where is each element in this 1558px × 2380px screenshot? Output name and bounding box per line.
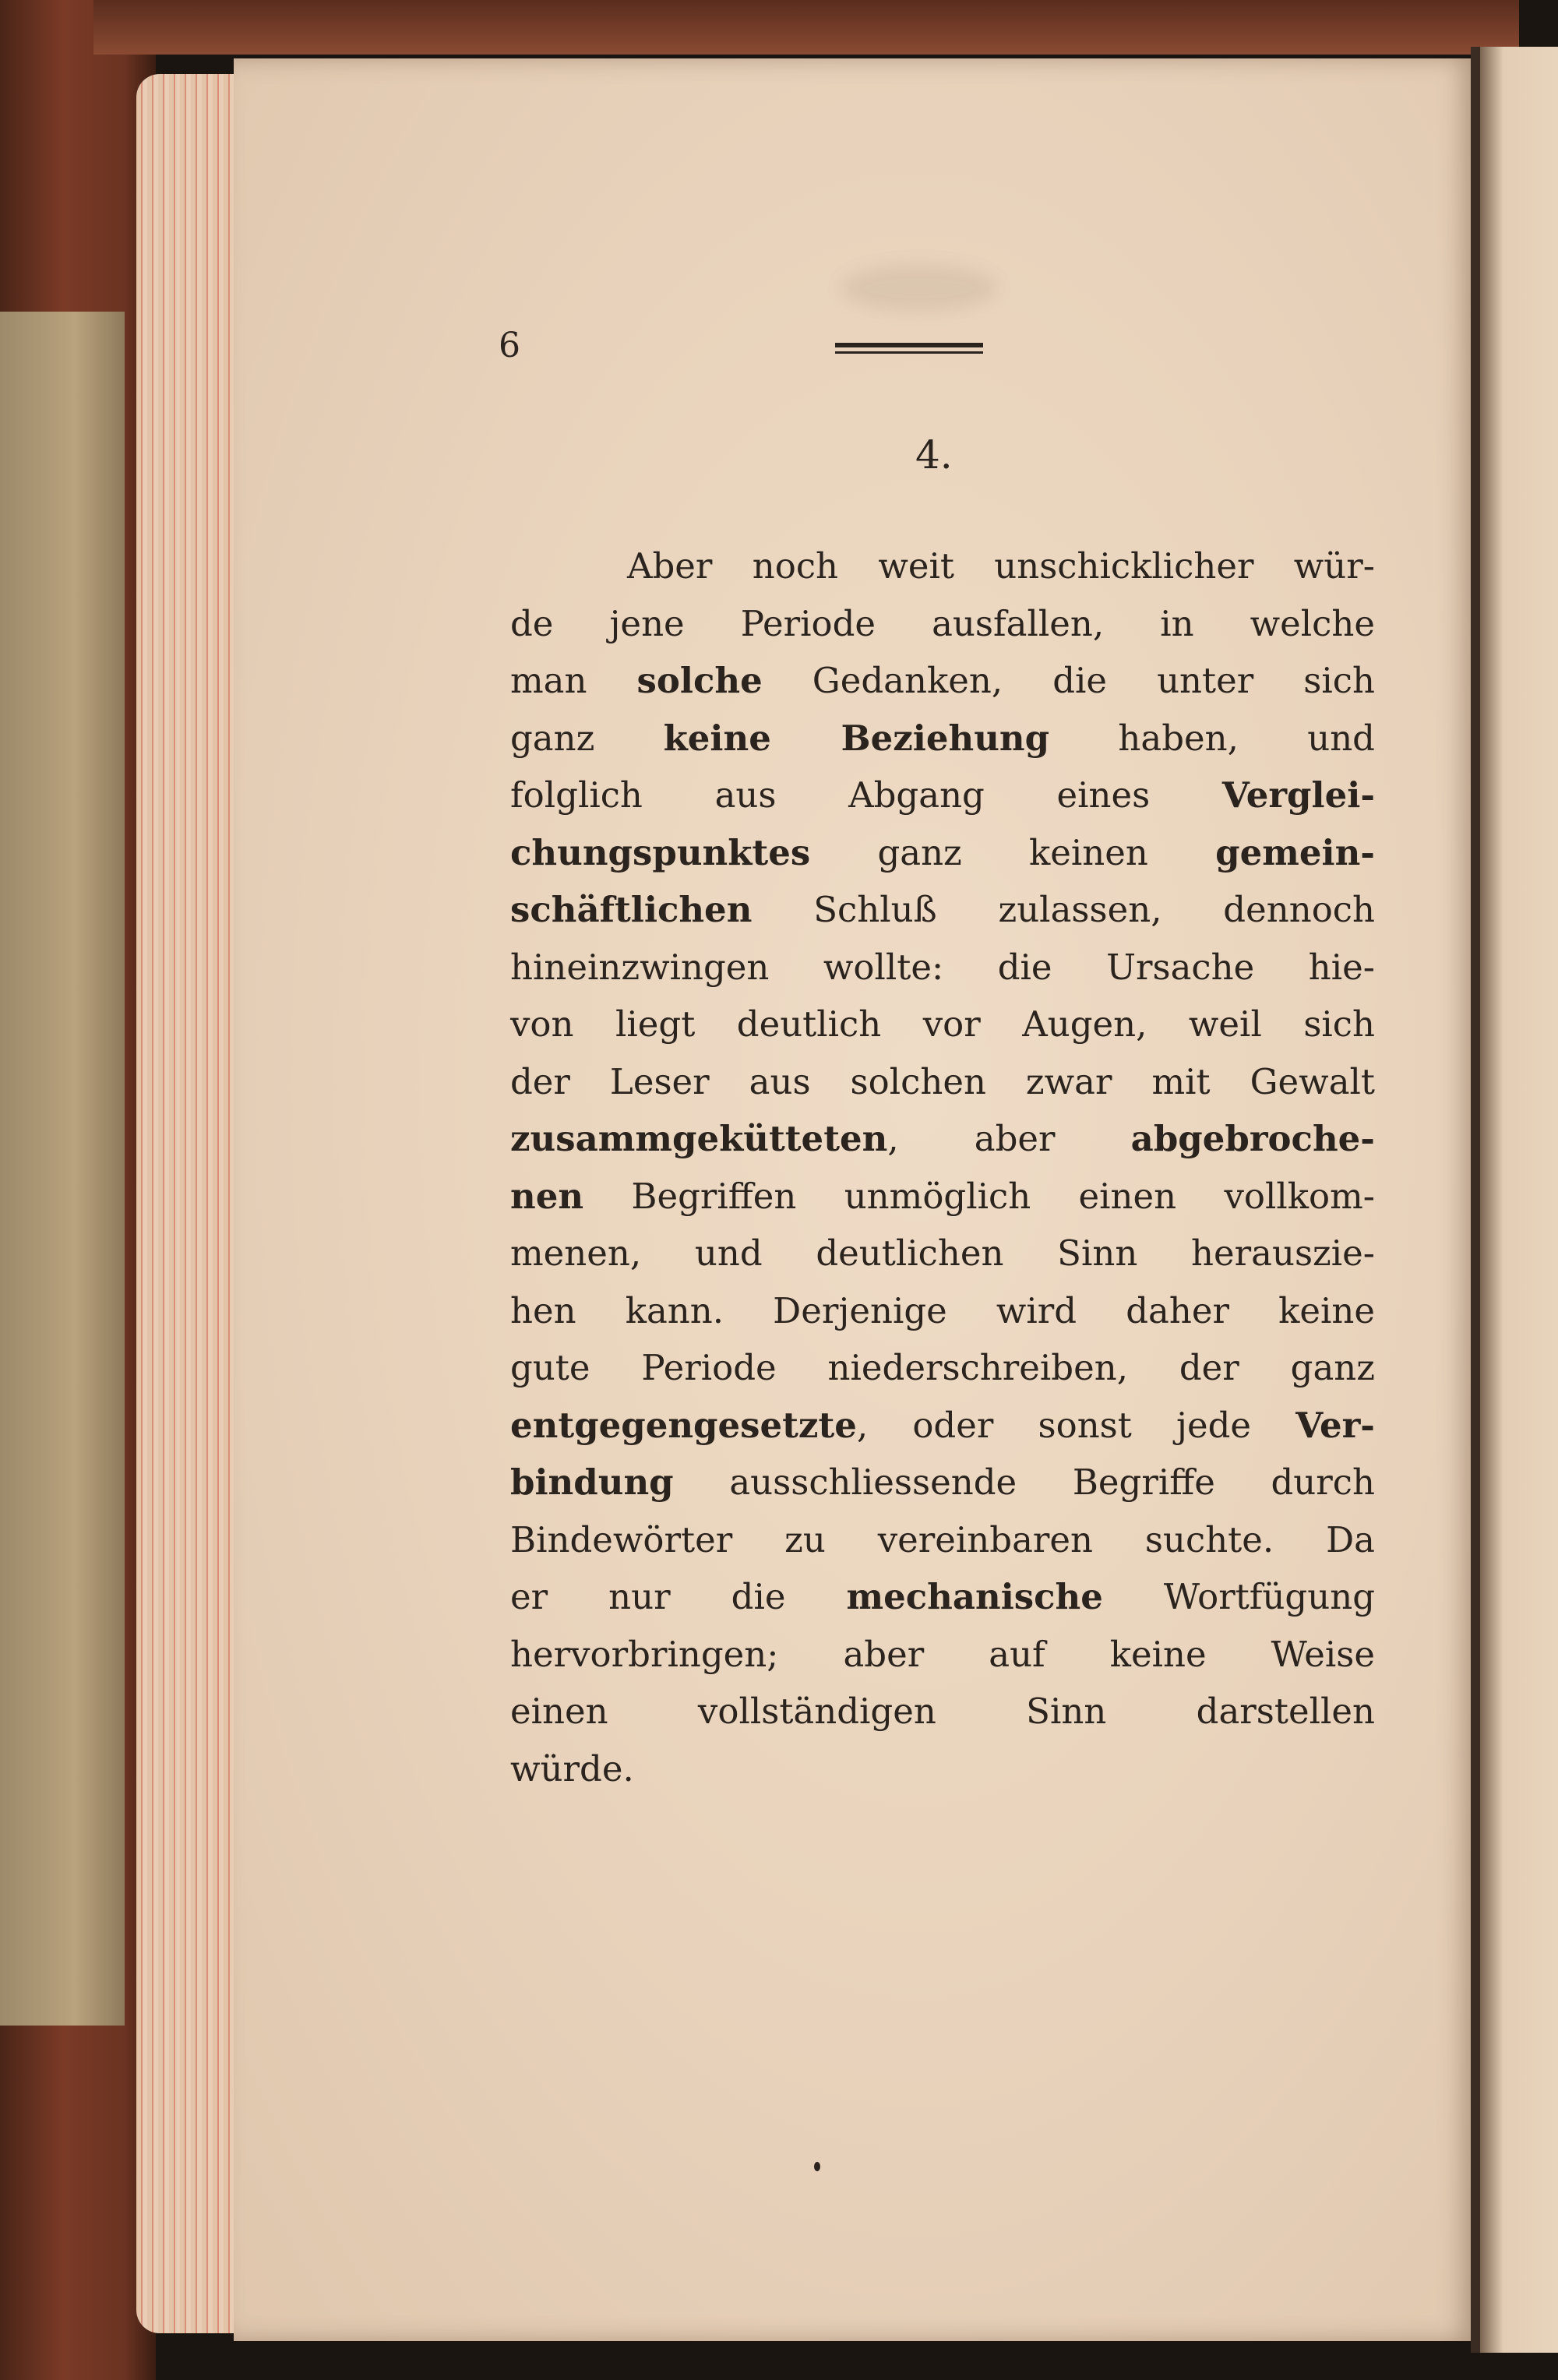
text-line	[510, 1168, 1375, 1225]
text-segment: er nur die	[510, 1576, 847, 1617]
text-segment: einen vollständigen Sinn darstellen	[510, 1691, 1375, 1732]
emphasized-text: gemein-	[1215, 831, 1375, 873]
text-line	[510, 1626, 1375, 1684]
emphasized-text: Verglei-	[1221, 774, 1375, 816]
emphasized-text: chungspunktes	[510, 831, 811, 873]
text-segment: hineinzwingen wollte: die Ursache hie-	[510, 946, 1375, 988]
ink-dot	[814, 2162, 820, 2171]
text-segment: menen, und deutlichen Sinn herauszie-	[510, 1232, 1375, 1274]
text-segment: Schluß zulassen, dennoch	[752, 889, 1375, 930]
text-line	[510, 1053, 1375, 1111]
text-segment: Gedanken, die unter sich	[762, 660, 1375, 701]
text-line	[510, 1282, 1375, 1340]
text-segment: haben, und	[1049, 717, 1375, 759]
emphasized-text: Ver-	[1295, 1404, 1375, 1446]
body-text	[510, 538, 1375, 1797]
text-line	[510, 996, 1375, 1053]
emphasized-text: bindung	[510, 1461, 674, 1503]
text-line	[510, 1110, 1375, 1168]
emphasized-text: schäftlichen	[510, 889, 753, 930]
text-segment: der Leser aus solchen zwar mit Gewalt	[510, 1060, 1375, 1102]
text-line	[510, 767, 1375, 824]
text-segment: , aber	[887, 1118, 1131, 1159]
text-line	[510, 652, 1375, 710]
text-line	[510, 1568, 1375, 1626]
emphasized-text: nen	[510, 1175, 584, 1217]
text-segment: hen kann. Derjenige wird daher keine	[510, 1289, 1375, 1331]
text-segment: , oder sonst jede	[856, 1404, 1296, 1446]
text-line	[510, 824, 1375, 882]
text-segment: Aber noch weit unschicklicher wür-	[627, 545, 1375, 587]
text-line	[510, 595, 1375, 653]
text-line	[510, 939, 1375, 996]
text-line	[510, 1225, 1375, 1282]
emphasized-text: zusammgekütteten	[510, 1118, 888, 1159]
text-segment: ganz	[510, 717, 664, 759]
emphasized-text: abgebroche-	[1130, 1118, 1375, 1159]
text-line	[510, 1454, 1375, 1511]
text-segment: Begriffen unmöglich einen vollkom-	[583, 1175, 1375, 1217]
text-line	[510, 1511, 1375, 1569]
bleed-through-stain	[841, 265, 997, 312]
text-line	[510, 881, 1375, 939]
text-line	[510, 710, 1375, 767]
text-segment: Bindewörter zu vereinbaren suchte. Da	[510, 1518, 1375, 1560]
emphasized-text: entgegengesetzte	[510, 1404, 857, 1446]
text-line	[510, 1740, 1375, 1798]
header-rule	[835, 343, 983, 354]
cover-paper-patch	[0, 312, 125, 2026]
text-line	[510, 538, 1375, 595]
text-line	[510, 1339, 1375, 1397]
text-line	[510, 1683, 1375, 1740]
text-segment: ganz keinen	[810, 831, 1216, 873]
text-segment: man	[510, 660, 637, 701]
text-segment: hervorbringen; aber auf keine Weise	[510, 1633, 1375, 1675]
text-segment: würde.	[510, 1747, 634, 1789]
text-segment: ausschliessende Begriffe durch	[673, 1461, 1375, 1503]
book-cover-top	[93, 0, 1519, 55]
facing-page-edge	[1480, 47, 1558, 2353]
text-segment: de jene Periode ausfallen, in welche	[510, 602, 1375, 644]
text-line	[510, 1397, 1375, 1454]
section-heading: 4.	[915, 432, 953, 478]
page-number: 6	[499, 326, 520, 365]
emphasized-text: mechanische	[846, 1576, 1103, 1617]
text-segment: von liegt deutlich vor Augen, weil sich	[510, 1003, 1375, 1045]
text-segment: gute Periode niederschreiben, der ganz	[510, 1347, 1375, 1388]
text-segment: Wortfügung	[1102, 1576, 1375, 1617]
text-segment: folglich aus Abgang eines	[510, 774, 1222, 816]
emphasized-text: keine Beziehung	[663, 717, 1050, 759]
emphasized-text: solche	[636, 660, 763, 701]
